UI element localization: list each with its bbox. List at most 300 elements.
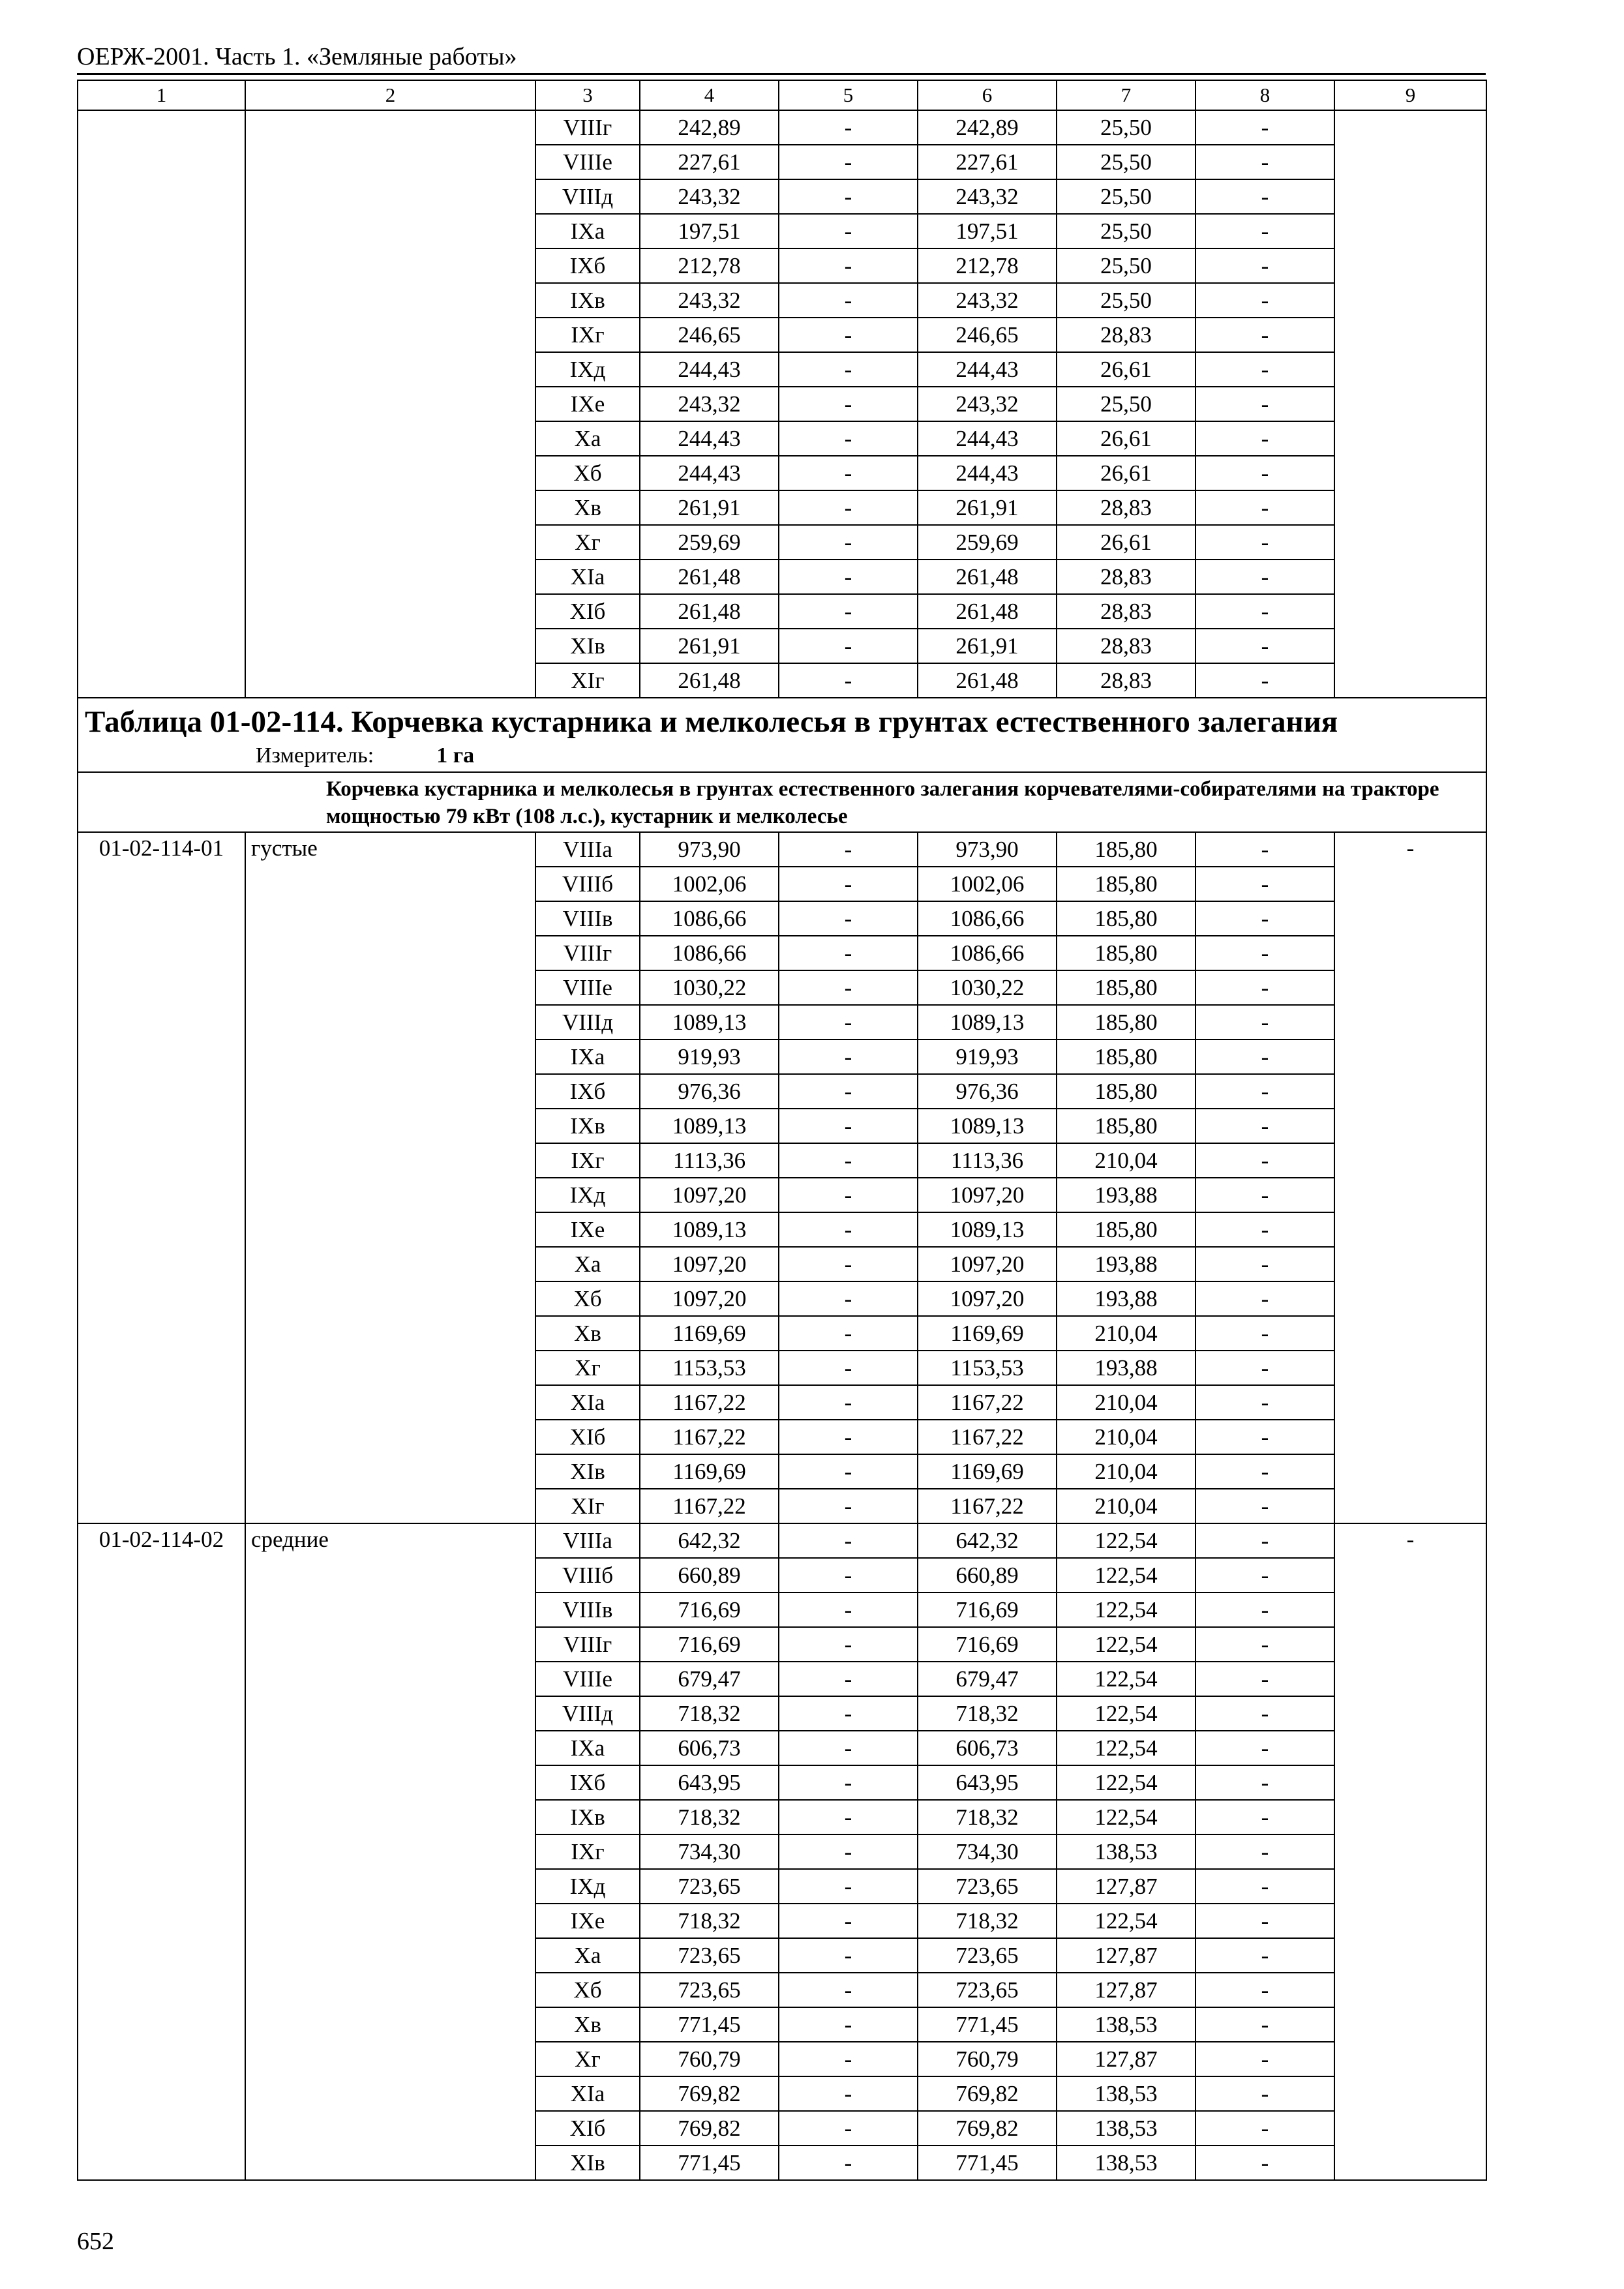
- value-cell: -: [1195, 1731, 1334, 1765]
- value-cell: 244,43: [640, 456, 779, 490]
- value-cell: 28,83: [1057, 663, 1195, 698]
- value-cell: 244,43: [640, 421, 779, 456]
- value-cell: IXе: [535, 1904, 640, 1938]
- value-cell: 210,04: [1057, 1454, 1195, 1489]
- value-cell: 1089,13: [918, 1005, 1057, 1040]
- value-cell: -: [1195, 1109, 1334, 1143]
- value-cell: 1030,22: [918, 970, 1057, 1005]
- value-cell: VIIIд: [535, 1005, 640, 1040]
- value-cell: -: [779, 318, 918, 352]
- description-row: [78, 772, 1486, 832]
- value-cell: -: [779, 1143, 918, 1178]
- value-cell: -: [779, 1385, 918, 1420]
- value-cell: -: [1195, 1834, 1334, 1869]
- value-cell: 919,93: [640, 1040, 779, 1074]
- table-row: [78, 832, 1486, 867]
- value-cell: 973,90: [640, 832, 779, 867]
- value-cell: -: [779, 1696, 918, 1731]
- value-cell: 1169,69: [640, 1316, 779, 1351]
- value-cell: XIв: [535, 1454, 640, 1489]
- value-cell: 28,83: [1057, 594, 1195, 629]
- value-cell: -: [779, 663, 918, 698]
- value-cell: 771,45: [640, 2146, 779, 2180]
- value-cell: VIIIг: [535, 936, 640, 970]
- table-row: [78, 1523, 1486, 1558]
- value-cell: -: [1195, 1938, 1334, 1973]
- value-cell: VIIIе: [535, 1662, 640, 1696]
- value-cell: 771,45: [918, 2146, 1057, 2180]
- value-cell: 244,43: [918, 352, 1057, 387]
- value-cell: 122,54: [1057, 1523, 1195, 1558]
- value-cell: -: [779, 1800, 918, 1834]
- value-cell: -: [779, 832, 918, 867]
- value-cell: -: [1195, 110, 1334, 145]
- value-cell: 122,54: [1057, 1558, 1195, 1593]
- value-cell: 243,32: [640, 387, 779, 421]
- value-cell: -: [1195, 2146, 1334, 2180]
- code-cell: [78, 110, 245, 698]
- value-cell: IXб: [535, 1765, 640, 1800]
- value-cell: 25,50: [1057, 145, 1195, 179]
- value-cell: -: [1195, 1385, 1334, 1420]
- value-cell: -: [1195, 179, 1334, 214]
- value-cell: 138,53: [1057, 2076, 1195, 2111]
- value-cell: 122,54: [1057, 1800, 1195, 1834]
- value-cell: 606,73: [640, 1731, 779, 1765]
- value-cell: 769,82: [640, 2111, 779, 2146]
- value-cell: XIб: [535, 1420, 640, 1454]
- value-cell: -: [779, 1178, 918, 1212]
- value-cell: IXд: [535, 1178, 640, 1212]
- value-cell: VIIIе: [535, 970, 640, 1005]
- value-cell: 1169,69: [918, 1316, 1057, 1351]
- value-cell: Xг: [535, 525, 640, 560]
- value-cell: 1167,22: [640, 1385, 779, 1420]
- name-cell: [245, 110, 535, 698]
- rate-name: густые: [245, 832, 535, 1523]
- value-cell: IXв: [535, 1109, 640, 1143]
- value-cell: -: [779, 2042, 918, 2076]
- unit-value: 1 га: [436, 743, 475, 768]
- value-cell: 212,78: [640, 248, 779, 283]
- value-cell: 28,83: [1057, 629, 1195, 663]
- value-cell: 1089,13: [918, 1212, 1057, 1247]
- value-cell: -: [1195, 283, 1334, 318]
- value-cell: -: [779, 594, 918, 629]
- value-cell: 976,36: [640, 1074, 779, 1109]
- value-cell: 185,80: [1057, 936, 1195, 970]
- value-cell: -: [779, 1489, 918, 1523]
- value-cell: -: [779, 387, 918, 421]
- value-cell: 28,83: [1057, 490, 1195, 525]
- value-cell: 185,80: [1057, 832, 1195, 867]
- value-cell: 718,32: [918, 1904, 1057, 1938]
- table-title: Таблица 01-02-114. Корчевка кустарника и мелколесья в грунтах естественного залегания: [85, 705, 1338, 739]
- table-caption-row: [78, 698, 1486, 772]
- rates-table-body: [78, 80, 1486, 2180]
- value-cell: -: [1195, 832, 1334, 867]
- value-cell: Xб: [535, 1281, 640, 1316]
- value-cell: 1089,13: [640, 1109, 779, 1143]
- value-cell: Xв: [535, 490, 640, 525]
- value-cell: -: [779, 421, 918, 456]
- value-cell: Xв: [535, 2007, 640, 2042]
- value-cell: -: [1195, 1696, 1334, 1731]
- value-cell: -: [779, 352, 918, 387]
- value-cell: -: [1195, 1662, 1334, 1696]
- value-cell: 1167,22: [640, 1489, 779, 1523]
- value-cell: -: [1195, 1178, 1334, 1212]
- value-cell: -: [779, 901, 918, 936]
- value-cell: -: [779, 1627, 918, 1662]
- value-cell: -: [1195, 1627, 1334, 1662]
- value-cell: 28,83: [1057, 318, 1195, 352]
- value-cell: -: [1195, 1040, 1334, 1074]
- value-cell: 1153,53: [640, 1351, 779, 1385]
- value-cell: IXд: [535, 1869, 640, 1904]
- value-cell: IXв: [535, 1800, 640, 1834]
- value-cell: 243,32: [918, 283, 1057, 318]
- col9-value: -: [1334, 1523, 1486, 2180]
- value-cell: 243,32: [640, 179, 779, 214]
- value-cell: Xб: [535, 456, 640, 490]
- value-cell: 1153,53: [918, 1351, 1057, 1385]
- value-cell: 769,82: [918, 2111, 1057, 2146]
- value-cell: IXг: [535, 318, 640, 352]
- value-cell: Xа: [535, 1938, 640, 1973]
- value-cell: VIIIд: [535, 1696, 640, 1731]
- value-cell: XIг: [535, 663, 640, 698]
- value-cell: XIа: [535, 2076, 640, 2111]
- value-cell: -: [779, 145, 918, 179]
- column-number: 3: [535, 80, 640, 110]
- value-cell: -: [1195, 1765, 1334, 1800]
- value-cell: 261,91: [640, 490, 779, 525]
- value-cell: 246,65: [918, 318, 1057, 352]
- value-cell: IXа: [535, 1040, 640, 1074]
- value-cell: -: [779, 1351, 918, 1385]
- value-cell: 1086,66: [918, 936, 1057, 970]
- page-header: ОЕРЖ-2001. Часть 1. «Земляные работы»: [77, 43, 517, 70]
- value-cell: 660,89: [918, 1558, 1057, 1593]
- value-cell: -: [1195, 1143, 1334, 1178]
- value-cell: 25,50: [1057, 179, 1195, 214]
- value-cell: 138,53: [1057, 1834, 1195, 1869]
- column-number-row: [78, 80, 1486, 110]
- value-cell: 606,73: [918, 1731, 1057, 1765]
- value-cell: 723,65: [918, 1973, 1057, 2007]
- value-cell: 642,32: [640, 1523, 779, 1558]
- value-cell: 243,32: [918, 179, 1057, 214]
- unit-label: Измеритель:: [256, 743, 374, 768]
- value-cell: 185,80: [1057, 970, 1195, 1005]
- value-cell: 718,32: [640, 1696, 779, 1731]
- value-cell: -: [779, 2076, 918, 2111]
- value-cell: 244,43: [918, 421, 1057, 456]
- value-cell: 122,54: [1057, 1731, 1195, 1765]
- value-cell: 1086,66: [640, 901, 779, 936]
- value-cell: 1113,36: [640, 1143, 779, 1178]
- value-cell: 734,30: [640, 1834, 779, 1869]
- value-cell: -: [1195, 248, 1334, 283]
- value-cell: IXа: [535, 1731, 640, 1765]
- value-cell: -: [1195, 867, 1334, 901]
- value-cell: -: [779, 1040, 918, 1074]
- table-row: [78, 110, 1486, 145]
- value-cell: 261,48: [918, 594, 1057, 629]
- value-cell: 769,82: [918, 2076, 1057, 2111]
- value-cell: 769,82: [640, 2076, 779, 2111]
- value-cell: 723,65: [918, 1869, 1057, 1904]
- value-cell: 122,54: [1057, 1662, 1195, 1696]
- col9-value: -: [1334, 832, 1486, 1523]
- value-cell: 246,65: [640, 318, 779, 352]
- value-cell: 1167,22: [918, 1385, 1057, 1420]
- value-cell: 122,54: [1057, 1904, 1195, 1938]
- value-cell: 261,48: [918, 663, 1057, 698]
- value-cell: VIIIа: [535, 1523, 640, 1558]
- value-cell: Xв: [535, 1316, 640, 1351]
- value-cell: XIб: [535, 594, 640, 629]
- value-cell: -: [779, 110, 918, 145]
- value-cell: IXд: [535, 352, 640, 387]
- value-cell: 919,93: [918, 1040, 1057, 1074]
- value-cell: -: [1195, 2042, 1334, 2076]
- value-cell: -: [779, 1731, 918, 1765]
- value-cell: XIб: [535, 2111, 640, 2146]
- value-cell: 734,30: [918, 1834, 1057, 1869]
- value-cell: VIIIг: [535, 1627, 640, 1662]
- value-cell: 122,54: [1057, 1765, 1195, 1800]
- value-cell: -: [779, 1316, 918, 1351]
- value-cell: -: [1195, 970, 1334, 1005]
- value-cell: -: [1195, 629, 1334, 663]
- value-cell: 127,87: [1057, 1938, 1195, 1973]
- value-cell: -: [779, 179, 918, 214]
- value-cell: 1097,20: [640, 1281, 779, 1316]
- column-number: 7: [1057, 80, 1195, 110]
- value-cell: 127,87: [1057, 2042, 1195, 2076]
- value-cell: 261,48: [640, 594, 779, 629]
- value-cell: Xг: [535, 2042, 640, 2076]
- value-cell: -: [779, 1765, 918, 1800]
- value-cell: VIIIг: [535, 110, 640, 145]
- value-cell: -: [779, 1109, 918, 1143]
- value-cell: 723,65: [640, 1938, 779, 1973]
- value-cell: -: [779, 1454, 918, 1489]
- value-cell: -: [1195, 421, 1334, 456]
- value-cell: 193,88: [1057, 1178, 1195, 1212]
- value-cell: IXб: [535, 1074, 640, 1109]
- value-cell: 771,45: [640, 2007, 779, 2042]
- value-cell: -: [1195, 1316, 1334, 1351]
- value-cell: 723,65: [918, 1938, 1057, 1973]
- value-cell: 1169,69: [640, 1454, 779, 1489]
- value-cell: 185,80: [1057, 1005, 1195, 1040]
- value-cell: 210,04: [1057, 1420, 1195, 1454]
- value-cell: 243,32: [640, 283, 779, 318]
- page-number: 652: [77, 2228, 114, 2255]
- value-cell: 243,32: [918, 387, 1057, 421]
- value-cell: 185,80: [1057, 1212, 1195, 1247]
- value-cell: VIIIд: [535, 179, 640, 214]
- value-cell: 1167,22: [640, 1420, 779, 1454]
- value-cell: 197,51: [640, 214, 779, 248]
- value-cell: -: [779, 1904, 918, 1938]
- value-cell: 642,32: [918, 1523, 1057, 1558]
- value-cell: -: [1195, 1005, 1334, 1040]
- value-cell: -: [779, 1212, 918, 1247]
- value-cell: 138,53: [1057, 2111, 1195, 2146]
- value-cell: 760,79: [918, 2042, 1057, 2076]
- value-cell: -: [1195, 1489, 1334, 1523]
- value-cell: -: [1195, 352, 1334, 387]
- value-cell: -: [1195, 525, 1334, 560]
- value-cell: -: [1195, 456, 1334, 490]
- value-cell: -: [1195, 2007, 1334, 2042]
- header-rule: [77, 73, 1486, 75]
- value-cell: 1089,13: [640, 1005, 779, 1040]
- value-cell: -: [1195, 1904, 1334, 1938]
- value-cell: 244,43: [918, 456, 1057, 490]
- value-cell: 26,61: [1057, 421, 1195, 456]
- value-cell: 261,48: [640, 560, 779, 594]
- value-cell: 261,91: [918, 629, 1057, 663]
- value-cell: -: [1195, 901, 1334, 936]
- value-cell: VIIIе: [535, 145, 640, 179]
- value-cell: 1089,13: [640, 1212, 779, 1247]
- value-cell: -: [779, 1074, 918, 1109]
- value-cell: -: [779, 970, 918, 1005]
- value-cell: XIв: [535, 2146, 640, 2180]
- value-cell: 1097,20: [640, 1178, 779, 1212]
- value-cell: 28,83: [1057, 560, 1195, 594]
- value-cell: -: [779, 867, 918, 901]
- value-cell: 771,45: [918, 2007, 1057, 2042]
- value-cell: 1089,13: [918, 1109, 1057, 1143]
- value-cell: -: [779, 1834, 918, 1869]
- value-cell: -: [779, 525, 918, 560]
- value-cell: 185,80: [1057, 867, 1195, 901]
- value-cell: IXв: [535, 283, 640, 318]
- value-cell: 976,36: [918, 1074, 1057, 1109]
- value-cell: 1002,06: [918, 867, 1057, 901]
- value-cell: -: [1195, 663, 1334, 698]
- column-number: 5: [779, 80, 918, 110]
- value-cell: 210,04: [1057, 1385, 1195, 1420]
- table-caption: [78, 698, 1486, 772]
- value-cell: 718,32: [640, 1800, 779, 1834]
- value-cell: 127,87: [1057, 1973, 1195, 2007]
- value-cell: -: [779, 1420, 918, 1454]
- value-cell: 122,54: [1057, 1696, 1195, 1731]
- value-cell: 716,69: [640, 1627, 779, 1662]
- value-cell: -: [779, 490, 918, 525]
- column-number: 9: [1334, 80, 1486, 110]
- value-cell: 1167,22: [918, 1420, 1057, 1454]
- value-cell: IXб: [535, 248, 640, 283]
- value-cell: -: [1195, 1454, 1334, 1489]
- value-cell: -: [779, 2007, 918, 2042]
- value-cell: 185,80: [1057, 1040, 1195, 1074]
- value-cell: 718,32: [918, 1800, 1057, 1834]
- value-cell: 259,69: [640, 525, 779, 560]
- value-cell: 26,61: [1057, 525, 1195, 560]
- value-cell: IXг: [535, 1143, 640, 1178]
- unit-row: [85, 741, 1479, 770]
- value-cell: 242,89: [640, 110, 779, 145]
- value-cell: 716,69: [918, 1627, 1057, 1662]
- value-cell: 1097,20: [918, 1178, 1057, 1212]
- value-cell: 26,61: [1057, 352, 1195, 387]
- value-cell: 25,50: [1057, 214, 1195, 248]
- value-cell: -: [779, 936, 918, 970]
- value-cell: -: [779, 1281, 918, 1316]
- column-number: 6: [918, 80, 1057, 110]
- value-cell: 122,54: [1057, 1593, 1195, 1627]
- value-cell: -: [1195, 1420, 1334, 1454]
- column-number: 2: [245, 80, 535, 110]
- value-cell: 210,04: [1057, 1143, 1195, 1178]
- rate-name: средние: [245, 1523, 535, 2180]
- value-cell: 242,89: [918, 110, 1057, 145]
- value-cell: 1002,06: [640, 867, 779, 901]
- value-cell: XIв: [535, 629, 640, 663]
- value-cell: 1097,20: [640, 1247, 779, 1281]
- value-cell: IXе: [535, 1212, 640, 1247]
- value-cell: 973,90: [918, 832, 1057, 867]
- value-cell: 1097,20: [918, 1281, 1057, 1316]
- value-cell: 25,50: [1057, 283, 1195, 318]
- value-cell: -: [779, 1558, 918, 1593]
- value-cell: 716,69: [918, 1593, 1057, 1627]
- value-cell: 138,53: [1057, 2146, 1195, 2180]
- value-cell: Xг: [535, 1351, 640, 1385]
- value-cell: 244,43: [640, 352, 779, 387]
- value-cell: -: [1195, 1523, 1334, 1558]
- column-number: 8: [1195, 80, 1334, 110]
- value-cell: 212,78: [918, 248, 1057, 283]
- value-cell: 227,61: [640, 145, 779, 179]
- value-cell: IXг: [535, 1834, 640, 1869]
- value-cell: -: [779, 1938, 918, 1973]
- value-cell: 197,51: [918, 214, 1057, 248]
- value-cell: 25,50: [1057, 110, 1195, 145]
- value-cell: 227,61: [918, 145, 1057, 179]
- value-cell: 185,80: [1057, 901, 1195, 936]
- value-cell: 25,50: [1057, 387, 1195, 421]
- value-cell: 718,32: [640, 1904, 779, 1938]
- value-cell: 185,80: [1057, 1109, 1195, 1143]
- value-cell: -: [1195, 318, 1334, 352]
- value-cell: 1030,22: [640, 970, 779, 1005]
- value-cell: VIIIб: [535, 1558, 640, 1593]
- value-cell: 643,95: [918, 1765, 1057, 1800]
- value-cell: VIIIа: [535, 832, 640, 867]
- value-cell: 127,87: [1057, 1869, 1195, 1904]
- value-cell: -: [1195, 1281, 1334, 1316]
- value-cell: VIIIб: [535, 867, 640, 901]
- value-cell: 210,04: [1057, 1489, 1195, 1523]
- value-cell: 261,91: [918, 490, 1057, 525]
- value-cell: -: [779, 629, 918, 663]
- value-cell: IXе: [535, 387, 640, 421]
- value-cell: -: [779, 2111, 918, 2146]
- value-cell: 122,54: [1057, 1627, 1195, 1662]
- value-cell: 185,80: [1057, 1074, 1195, 1109]
- value-cell: -: [1195, 1593, 1334, 1627]
- value-cell: -: [1195, 1869, 1334, 1904]
